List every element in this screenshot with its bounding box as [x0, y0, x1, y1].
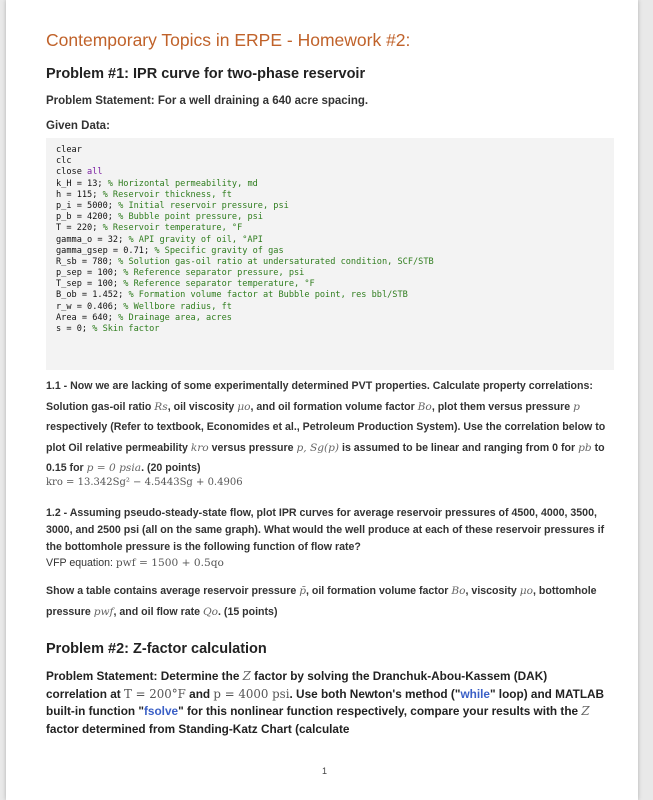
code-statement: gamma_o = 32; — [56, 234, 129, 245]
code-line — [56, 190, 614, 201]
math-qo: Qo — [202, 605, 219, 618]
math-bo-2: Bo — [451, 585, 466, 597]
code-statement: h = 115; — [56, 189, 103, 200]
code-line — [56, 290, 614, 301]
math-pbar: p̄ — [299, 585, 306, 597]
code-line — [56, 167, 614, 178]
code-statement: p_i = 5000; — [56, 200, 119, 211]
code-line — [56, 279, 614, 290]
math-p-sg: p, Sg(p) — [296, 441, 340, 454]
code-statement: s = 0; — [56, 324, 93, 334]
math-z-2: Z — [581, 704, 590, 718]
math-z: Z — [242, 669, 251, 683]
math-rs: Rs — [154, 400, 168, 413]
problem-1-heading: Problem #1: IPR curve for two-phase reservoir — [46, 66, 366, 82]
code-statement: p_b = 4200; — [56, 212, 119, 223]
code-comment: % Drainage area, acres — [118, 312, 232, 323]
code-line — [56, 302, 614, 313]
problem-1-statement: Problem Statement: For a well draining a 640 acre spacing. — [46, 95, 369, 107]
code-line — [56, 246, 614, 257]
code-comment: % Bubble point pressure, psi — [118, 212, 263, 223]
code-statement: clc — [56, 156, 72, 167]
problem-2-statement: Problem Statement: Determine the Z factor by solving the Dranchuk-Abou-Kassem (DAK) correlation at T = 200°F and p = 4000 psi. Use both Newton's method ("while" loop) and MATLAB built-in function "fsolve" for this nonlinear function respectively, compare your results with the Z factor determined from Standing-Katz Chart (calculate — [46, 669, 605, 736]
document-title: Contemporary Topics in ERPE - Homework #2: — [46, 30, 411, 50]
matlab-code-block — [46, 138, 614, 370]
section-1-2-text: 1.2 - Assuming pseudo-steady-state flow, plot IPR curves for average reservoir pressures of 4500, 4000, 3500, 3000, and 2500 psi (all on the same graph). What would the well produce at each of these reservoir pressures if the bottomhole pressure is the following function of flow rate? — [46, 507, 605, 553]
code-statement: clear — [56, 145, 82, 155]
code-keyword: all — [87, 167, 103, 178]
code-statement: B_ob = 1.452; — [56, 290, 129, 301]
page-number: 1 — [322, 766, 328, 776]
code-comment: % Solution gas-oil ratio at undersaturated condition, SCF/STB — [118, 256, 434, 267]
math-mu-o: μo — [237, 400, 251, 413]
code-comment: % Reference separator temperature, °F — [123, 279, 315, 290]
document-page — [6, 0, 638, 800]
code-line — [56, 257, 614, 268]
code-comment: % Reservoir thickness, ft — [102, 189, 232, 200]
code-statement: R_sb = 780; — [56, 256, 119, 267]
code-comment: % Skin factor — [92, 324, 160, 334]
code-comment: % Initial reservoir pressure, psi — [118, 200, 289, 211]
given-data-label: Given Data: — [46, 120, 110, 132]
code-line — [56, 201, 614, 212]
math-p: p — [573, 400, 580, 413]
code-line — [56, 223, 614, 234]
code-comment: % API gravity of oil, °API — [128, 234, 263, 245]
keyword-fsolve: fsolve — [143, 704, 179, 718]
section-1-2-table-text: Show a table contains average reservoir pressure p̄, oil formation volume factor Bo, viscosity μo, bottomhole pressure pwf, and oil flow rate Qo. (15 points) — [46, 585, 597, 618]
code-comment: % Formation volume factor at Bubble point, res bbl/STB — [128, 290, 408, 301]
code-line — [56, 324, 614, 335]
code-line — [56, 313, 614, 324]
math-pwf: pwf — [93, 605, 114, 618]
code-line — [56, 145, 614, 156]
code-comment: % Wellbore radius, ft — [123, 301, 232, 312]
math-temperature: T = 200°F — [124, 686, 186, 701]
code-statement: close — [56, 167, 88, 178]
section-1-1-text: 1.1 - Now we are lacking of some experimentally determined PVT properties. Calculate property correlations: Solution gas-oil ratio Rs, oil viscosity μo, and oil formation volume factor Bo, plot them versus pressure p respectively (Refer to textbook, Economides et al., Petroleum Production System). Use the correlation below to plot Oil relative permeability kro versus pressure p, Sg(p) is assumed to be linear and ranging from 0 for pb to 0.15 for p = 0 psia. (20 points) — [46, 380, 606, 474]
code-statement: T_sep = 100; — [56, 279, 124, 290]
code-comment: % Reference separator pressure, psi — [123, 268, 305, 279]
code-line — [56, 156, 614, 167]
code-statement: Area = 640; — [56, 312, 119, 323]
keyword-while: while — [460, 686, 490, 701]
math-bo: Bo — [417, 400, 432, 413]
code-comment: % Reservoir temperature, °F — [102, 223, 243, 234]
code-statement: r_w = 0.406; — [56, 301, 124, 312]
code-statement: gamma_gsep = 0.71; — [56, 245, 155, 256]
code-statement: k_H = 13; — [56, 178, 108, 189]
code-line — [56, 235, 614, 246]
math-pb: pb — [578, 441, 592, 454]
kro-equation: kro = 13.342Sg² − 4.5443Sg + 0.4906 — [46, 477, 243, 488]
math-pressure: p = 4000 psi — [213, 686, 290, 701]
math-p-zero: p = 0 psia — [86, 462, 142, 474]
code-line — [56, 268, 614, 279]
code-line — [56, 179, 614, 190]
vfp-equation-line — [46, 553, 606, 574]
problem-2-heading: Problem #2: Z-factor calculation — [46, 641, 267, 657]
code-comment: % Specific gravity of gas — [154, 245, 284, 256]
vfp-label: VFP equation: — [46, 557, 116, 569]
code-statement: T = 220; — [56, 223, 103, 234]
math-kro: kro — [190, 441, 209, 454]
math-mu-o-2: μo — [519, 585, 533, 597]
code-comment: % Horizontal permeability, md — [107, 178, 258, 189]
code-line — [56, 212, 614, 223]
code-statement: p_sep = 100; — [56, 268, 124, 279]
vfp-equation: pwf = 1500 + 0.5qo — [115, 557, 224, 569]
